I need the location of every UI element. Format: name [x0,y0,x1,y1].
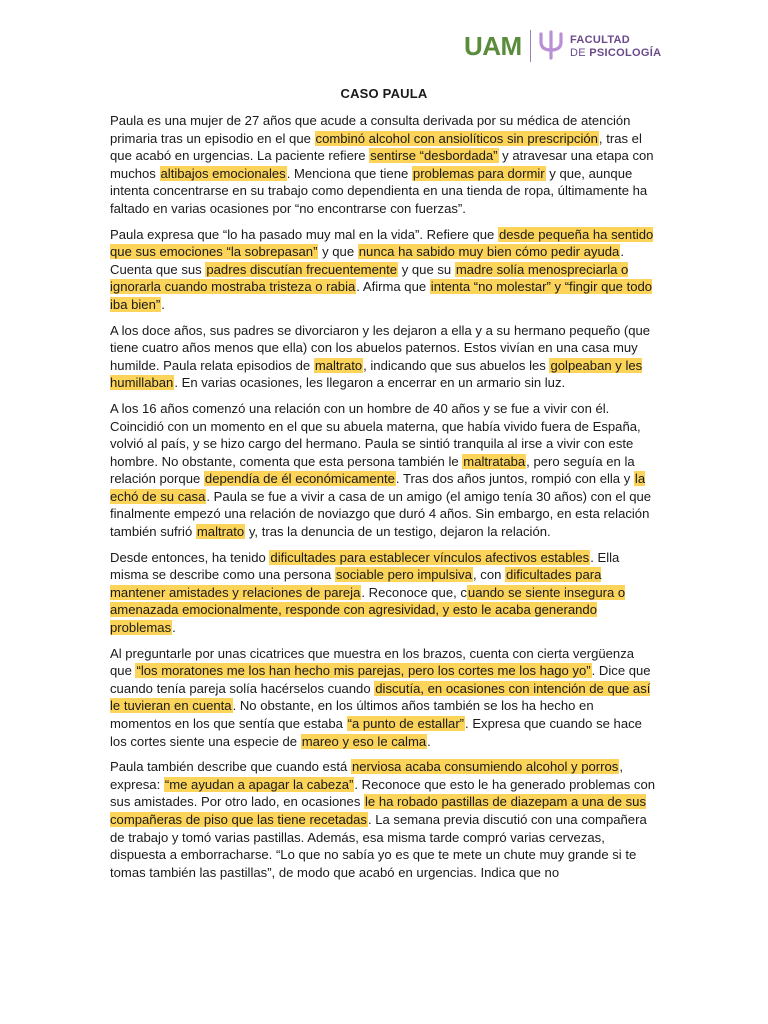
paragraph [110,112,658,218]
body-text: . Expresa que cuando se hace los cortes siente una especie de [110,716,642,749]
body-text: . [427,733,431,749]
body-text: y atravesar una etapa con muchos [110,148,654,181]
highlighted-text: sentirse “desbordada” [370,148,498,164]
highlighted-text: padres discutían frecuentemente [206,261,398,277]
paragraph [110,549,658,637]
body-text: . Dice que cuando tenía pareja solía hacérselos cuando [110,663,651,696]
body-text: . Menciona que tiene [286,165,412,181]
body-text: . Reconoce que, c [361,584,467,600]
body-text: , con [473,567,506,583]
paragraph [110,645,658,751]
body-text: . Afirma que [356,279,430,295]
body-text: y que su [398,261,455,277]
body-text: Paula expresa que “lo ha pasado muy mal en la vida”. Refiere que [110,226,498,242]
highlighted-text: “me ayudan a apagar la cabeza” [164,776,354,792]
body-text: . [172,620,176,636]
highlighted-text: la echó de su casa [110,471,646,504]
uam-logo: UAM [464,31,522,61]
highlighted-text: problemas para dormir [412,165,545,181]
highlighted-text: maltrataba [463,453,526,469]
body-text: , pero seguía en la relación porque [110,453,635,487]
paragraph [110,226,658,314]
document-body [110,112,658,889]
highlighted-text: discutía, en ocasiones con intención de que así le tuvieran en cuenta [110,680,651,714]
faculty-name-line1: FACULTAD [570,34,631,46]
psi-icon [538,30,564,60]
highlighted-text: le ha robado pastillas de diazepam a una de sus compañeras de piso que las tiene recetadas [110,794,646,827]
body-text: y que [318,244,358,260]
body-text: . En varias ocasiones, les llegaron a encerrar en un armario sin luz. [174,375,566,391]
highlighted-text: intenta “no molestar” y “fingir que todo iba bien” [110,279,653,312]
highlighted-text: combinó alcohol con ansiolíticos sin prescripción [315,130,598,146]
highlighted-text: dificultades para mantener amistades y relaciones de pareja [110,567,602,600]
body-text: , expresa: [110,759,623,792]
highlighted-text: altibajos emocionales [160,165,286,181]
header-divider [530,30,531,62]
highlighted-text: “a punto de estallar” [347,716,465,731]
highlighted-text: nunca ha sabido muy bien cómo pedir ayuda [358,244,620,260]
body-text: A los 16 años comenzó una relación con un hombre de 40 años y se fue a vivir con él. Coincidió con un momento en el que su abuela materna, que había vivido fuera de España, volvió al país, y se hizo cargo del hermano. Paula se sintió tranquila al irse a vivir con este hombre. No obstante, comenta que esta persona también le [110,400,641,469]
body-text: A los doce años, sus padres se divorciaron y les dejaron a ella y a su hermano pequeño (que tiene cuatro años menos que ella) con los abuelos paternos. Estos vivían en una casa muy humilde. Paula relata episodios de [110,322,651,373]
header [460,28,700,64]
body-text: . La semana previa discutió con una compañera de trabajo y tomó varias pastillas. Además, esa misma tarde compró varias cervezas, dispuesta a emborracharse. “Lo que no sabía yo es que te mete un chute muy grande si te tomas también las pastillas”, de modo que acabó en urgencias. Indica que no [110,811,647,880]
faculty-name-line2: DE PSICOLOGÍA [570,47,662,59]
body-text: . No obstante, en los últimos años también se los ha hecho en momentos en los que sentía que estaba [110,698,594,731]
body-text: . Paula se fue a vivir a casa de un amigo (el amigo tenía 30 años) con el que finalmente empezó una relación de noviazgo que duró 4 años. Sin embargo, en esta relación también sufrió [110,488,652,540]
highlighted-text: nerviosa acaba consumiendo alcohol y porros [351,759,619,775]
body-text: . Ella misma se describe como una persona [110,549,620,583]
paragraph [110,400,658,541]
highlighted-text: maltrato [314,357,363,373]
body-text: y que, aunque intenta concentrarse en su trabajo como dependienta en una tienda de ropa, últimamente ha faltado en varias ocasiones por “no encontrarse con fuerzas”. [110,165,648,216]
body-text: . Reconoce que esto le ha generado problemas con sus amistades. Por otro lado, en ocasiones [110,776,656,810]
highlighted-text: maltrato [196,524,245,540]
highlighted-text: dificultades para establecer vínculos afectivos estables [270,549,590,565]
paragraph [110,758,658,881]
body-text: Al preguntarle por unas cicatrices que muestra en los brazos, cuenta con cierta vergüenza que [110,645,635,679]
document-title: CASO PAULA [340,86,428,101]
highlighted-text: madre solía menospreciarla o ignorarla cuando mostraba tristeza o rabia [110,261,629,295]
body-text: , tras el que acabó en urgencias. La paciente refiere [110,130,642,164]
highlighted-text: mareo y eso le calma [301,733,427,749]
highlighted-text: desde pequeña ha sentido que sus emociones “la sobrepasan” [110,226,654,260]
highlighted-text: sociable pero impulsiva [335,567,472,583]
body-text: . Tras dos años juntos, rompió con ella y [395,471,634,487]
body-text: Paula también describe que cuando está [110,759,351,775]
highlighted-text: golpeaban y les humillaban [110,357,643,391]
body-text: Paula es una mujer de 27 años que acude a consulta derivada por su médica de atención primaria tras un episodio en el que [110,113,631,146]
body-text: . Cuenta que sus [110,244,624,277]
body-text: y, tras la denuncia de un testigo, dejaron la relación. [245,524,551,540]
body-text: , indicando que sus abuelos les [363,357,550,373]
highlighted-text: uando se siente insegura o amenazada emocionalmente, responde con agresividad, y esto le acaba generando problemas [110,584,626,636]
body-text: Desde entonces, ha tenido [110,549,270,565]
highlighted-text: “los moratones me los han hecho mis parejas, pero los cortes me los hago yo” [136,663,591,679]
highlighted-text: dependía de él económicamente [204,471,395,487]
paragraph [110,322,658,392]
body-text: . [161,296,165,312]
